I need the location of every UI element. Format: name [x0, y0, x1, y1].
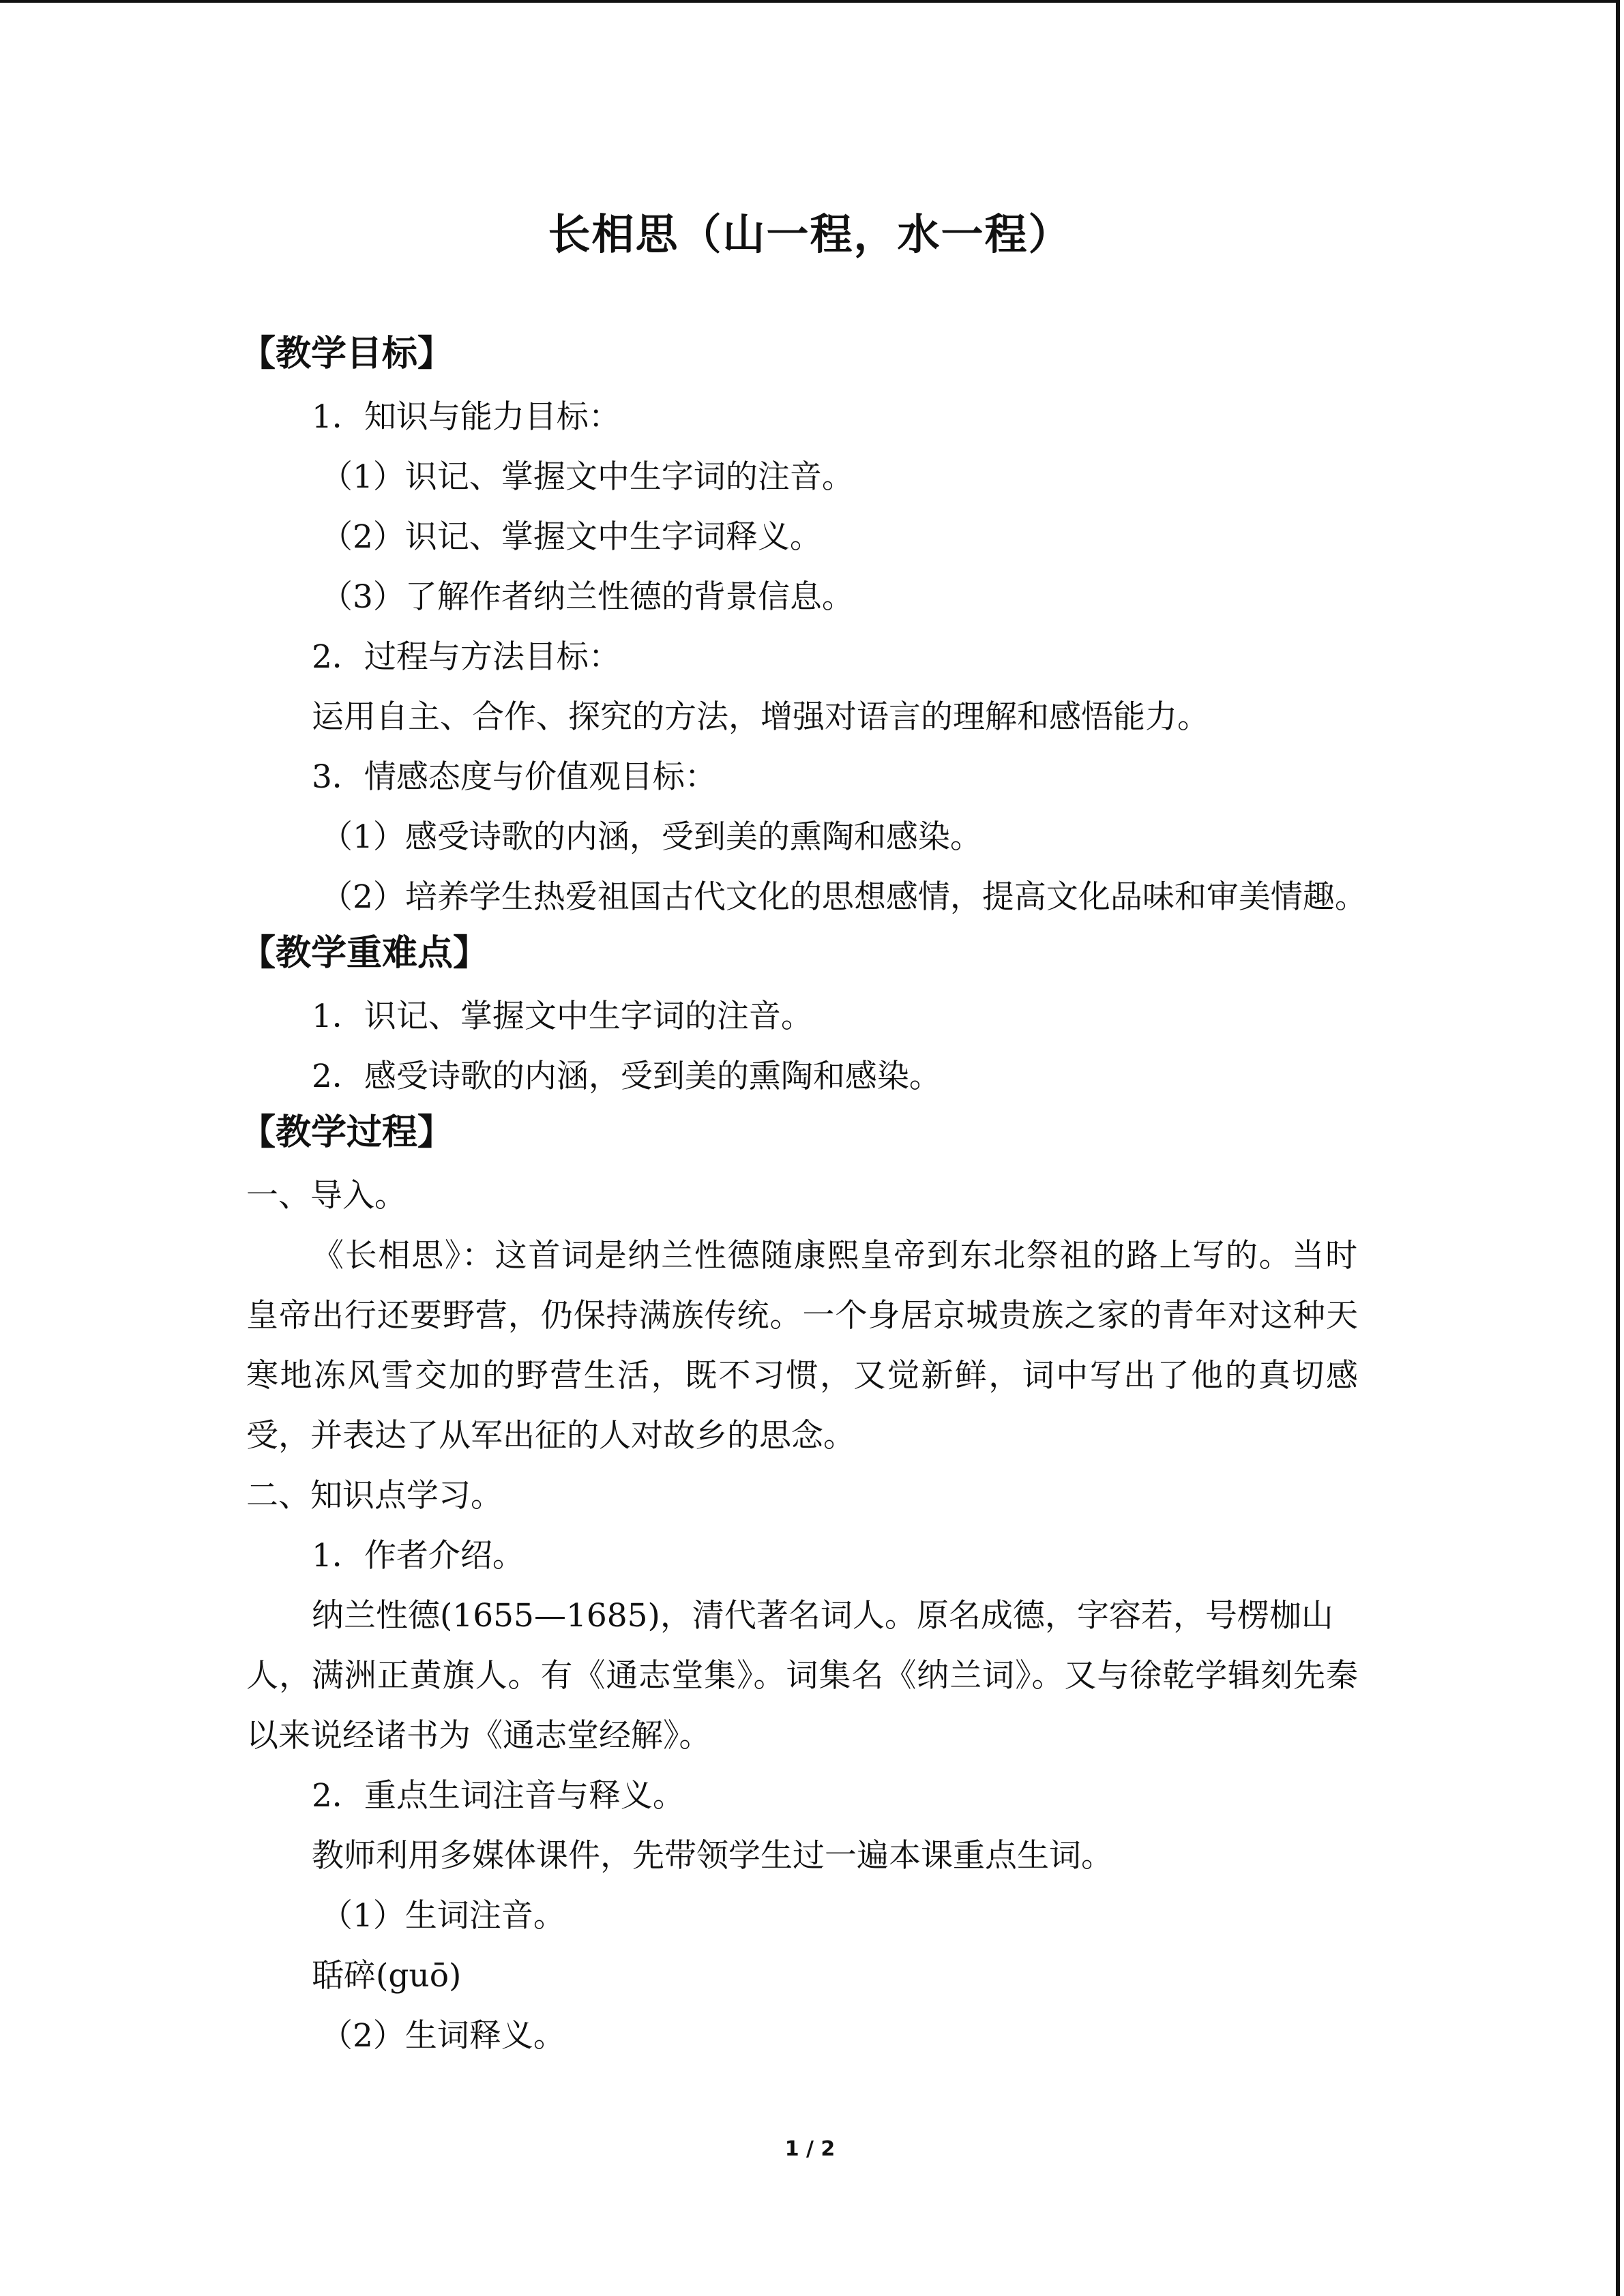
- objective-emotion-values: 3．情感态度与价值观目标：: [312, 758, 717, 796]
- page-indicator: 1 / 2: [784, 2137, 836, 2161]
- objective-sub-item: （2）培养学生热爱祖国古代文化的思想感情，提高文化品味和审美情趣。: [321, 878, 1367, 916]
- intro-paragraph-line: 受，并表达了从军出征的人对故乡的思念。: [246, 1417, 855, 1455]
- objective-sub-item: （2）识记、掌握文中生字词释义。: [321, 518, 822, 556]
- objective-knowledge-ability: 1．知识与能力目标：: [312, 398, 621, 436]
- author-intro-line: 以来说经诸书为《通志堂经解》。: [246, 1717, 711, 1755]
- vocab-word: 聒碎(guō): [312, 1957, 462, 1995]
- objective-process-method: 2．过程与方法目标：: [312, 638, 621, 676]
- vocab-meaning-title: （2）生词释义。: [321, 2017, 565, 2055]
- author-intro-line: 纳兰性德(1655—1685)，清代著名词人。原名成德，字容若，号楞枷山: [312, 1597, 1333, 1635]
- objective-sub-item: （3）了解作者纳兰性德的背景信息。: [321, 578, 854, 616]
- author-intro-title: 1．作者介绍。: [312, 1537, 525, 1575]
- intro-paragraph-line: 《长相思》：这首词是纳兰性德随康熙皇帝到东北祭祖的路上写的。当时: [312, 1237, 1357, 1274]
- document-title: 长相思（山一程，水一程）: [548, 209, 1072, 259]
- section-heading-process: 【教学过程】: [240, 1112, 454, 1153]
- vocab-instruction: 教师利用多媒体课件，先带领学生过一遍本课重点生词。: [312, 1837, 1113, 1875]
- author-intro-line: 人，满洲正黄旗人。有《通志堂集》。词集名《纳兰词》。又与徐乾学辑刻先秦: [246, 1657, 1358, 1695]
- section-heading-key-points: 【教学重难点】: [240, 933, 489, 974]
- intro-paragraph-line: 寒地冻风雪交加的野营生活，既不习惯，又觉新鲜，词中写出了他的真切感: [246, 1357, 1358, 1395]
- objective-process-text: 运用自主、合作、探究的方法，增强对语言的理解和感悟能力。: [312, 698, 1209, 736]
- objective-sub-item: （1）识记、掌握文中生字词的注音。: [321, 458, 854, 496]
- vocab-title: 2．重点生词注音与释义。: [312, 1777, 685, 1815]
- key-point-item: 1．识记、掌握文中生字词的注音。: [312, 998, 813, 1035]
- vocab-pronunciation-title: （1）生词注音。: [321, 1897, 565, 1935]
- process-part-intro-title: 一、导入。: [246, 1177, 407, 1214]
- section-heading-objectives: 【教学目标】: [240, 333, 454, 374]
- objective-sub-item: （1）感受诗歌的内涵，受到美的熏陶和感染。: [321, 818, 982, 856]
- process-part-knowledge-title: 二、知识点学习。: [246, 1477, 503, 1515]
- key-point-item: 2．感受诗歌的内涵，受到美的熏陶和感染。: [312, 1058, 941, 1095]
- intro-paragraph-line: 皇帝出行还要野营，仍保持满族传统。一个身居京城贵族之家的青年对这种天: [246, 1297, 1358, 1335]
